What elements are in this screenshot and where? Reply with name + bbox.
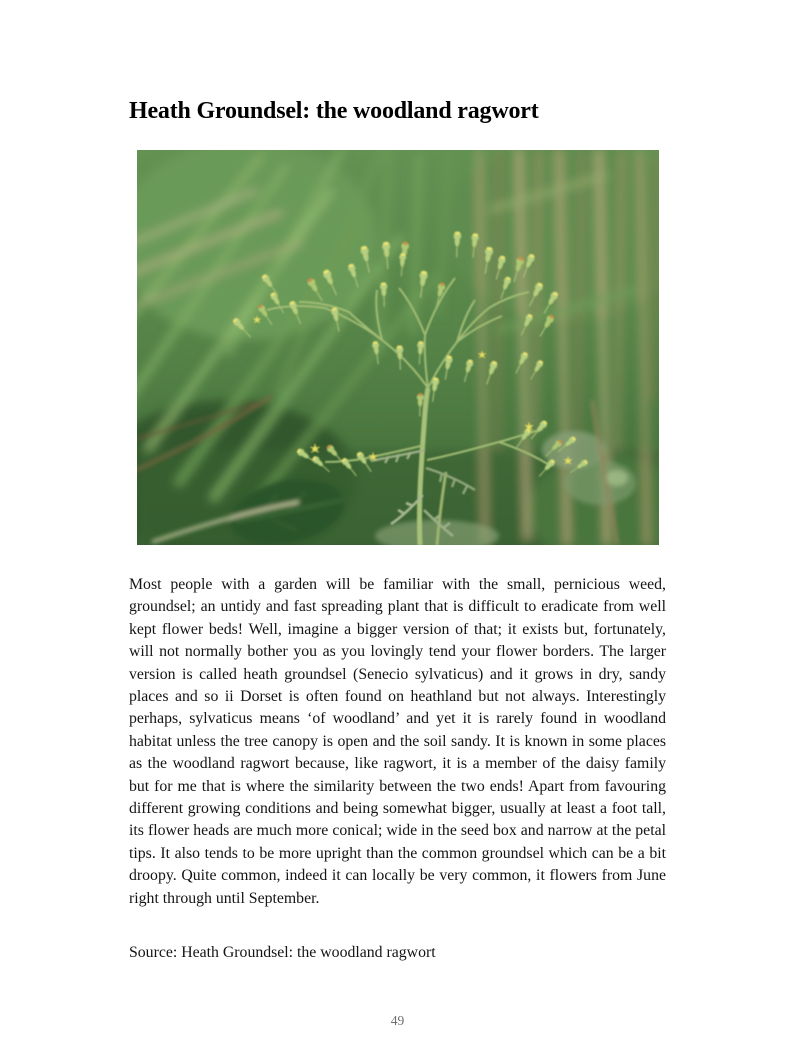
page-number: 49 — [390, 1013, 405, 1028]
source-line: Source: Heath Groundsel: the woodland ragwort — [129, 944, 436, 961]
plant-photo-art — [137, 150, 659, 545]
body-paragraph: Most people with a garden will be familiar with the small, pernicious weed, groundsel; an untidy and fast spreading plant that is difficult to eradicate from well kept flower beds! Well, imagine a bigger version of that; it exists but, fortunately, will not normally bother you as you lovingly tend your flower borders. The larger version is called heath groundsel (Senecio sylvaticus) and it grows in dry, sandy places and so ii Dorset is often found on heathland but not always. Interestingly perhaps, sylvaticus means ‘of woodland’ and yet it is rarely found in woodland habitat unless the tree canopy is open and the soil sandy. It is known in some places as the woodland ragwort because, like ragwort, it is a member of the daisy family but for me that is where the similarity between the two ends! Apart from favouring different growing conditions and being somewhat bigger, usually at least a foot tall, its flower heads are much more conical; wide in the seed box and narrow at the petal tips. It also tends to be more upright than the common groundsel which can be a bit droopy. Quite common, indeed it can locally be very common, it flowers from June right through until September. — [129, 576, 666, 907]
page-title: Heath Groundsel: the woodland ragwort — [129, 98, 539, 124]
plant-photo — [137, 150, 659, 545]
